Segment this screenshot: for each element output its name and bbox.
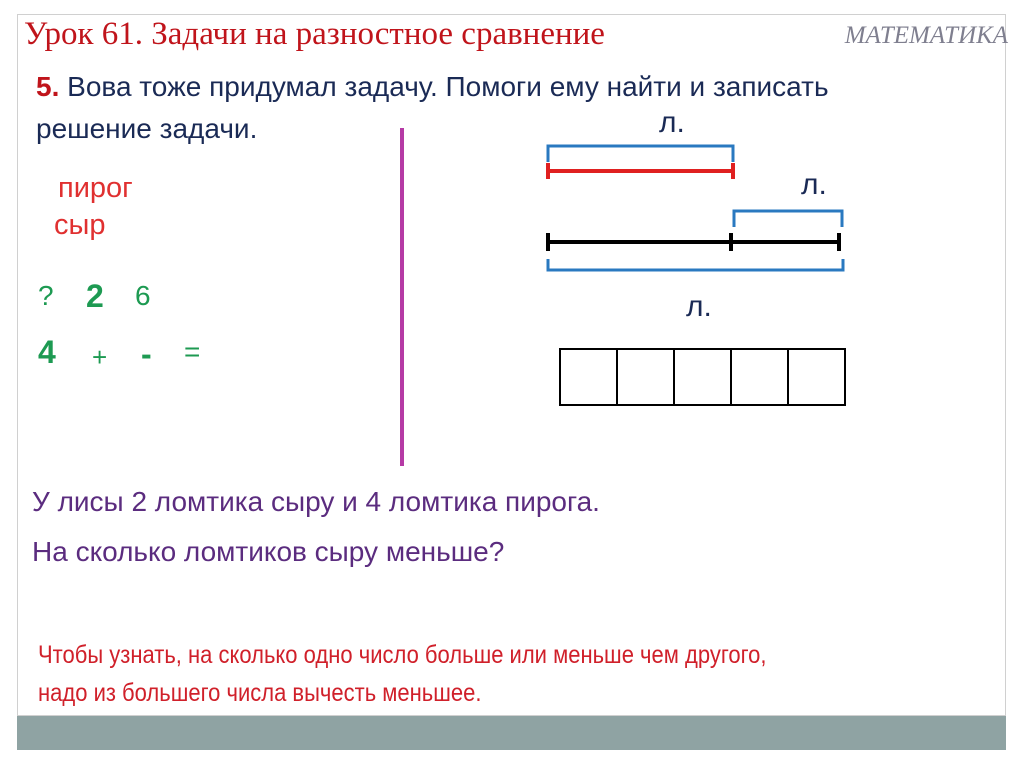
answer-cell[interactable] (675, 350, 732, 404)
vertical-divider (400, 128, 404, 466)
task-number: 5. (36, 71, 60, 102)
subject-label: МАТЕМАТИКА (844, 22, 1008, 49)
lesson-title: Урок 61. Задачи на разностное сравнение (24, 16, 605, 52)
answer-grid[interactable] (559, 348, 846, 406)
word-cheese[interactable]: сыр (54, 209, 106, 241)
rule-line-2: надо из большего числа вычесть меньшее. (38, 679, 482, 707)
card-minus[interactable]: - (141, 336, 152, 372)
task-line-1: Вова тоже придумал задачу. Помоги ему найти и записать (59, 71, 829, 102)
condition-line-1: У лисы 2 ломтика сыру и 4 ломтика пирога. (32, 486, 600, 517)
rule-text (38, 636, 766, 712)
answer-cell[interactable] (561, 350, 618, 404)
answer-cell[interactable] (618, 350, 675, 404)
brace-bottom (548, 259, 843, 270)
rule-line-1: Чтобы узнать, на сколько одно число больше или меньше чем другого, (38, 641, 767, 669)
task-line-2: решение задачи. (36, 113, 258, 144)
label-top: л. (659, 106, 685, 139)
answer-cell[interactable] (732, 350, 789, 404)
card-number-6[interactable]: 6 (135, 280, 151, 311)
label-right: л. (801, 168, 827, 201)
card-equals[interactable]: = (184, 336, 201, 367)
word-pie[interactable]: пирог (58, 172, 133, 204)
footer-bar (17, 716, 1006, 750)
brace-right (734, 211, 842, 227)
card-question[interactable]: ? (38, 280, 54, 311)
label-bottom: л. (686, 290, 712, 323)
condition-line-2: На сколько ломтиков сыру меньше? (32, 536, 505, 567)
card-plus[interactable]: + (92, 342, 108, 372)
answer-cell[interactable] (789, 350, 846, 404)
card-number-2[interactable]: 2 (86, 278, 104, 314)
brace-top (548, 146, 733, 162)
card-number-4[interactable]: 4 (38, 334, 56, 370)
